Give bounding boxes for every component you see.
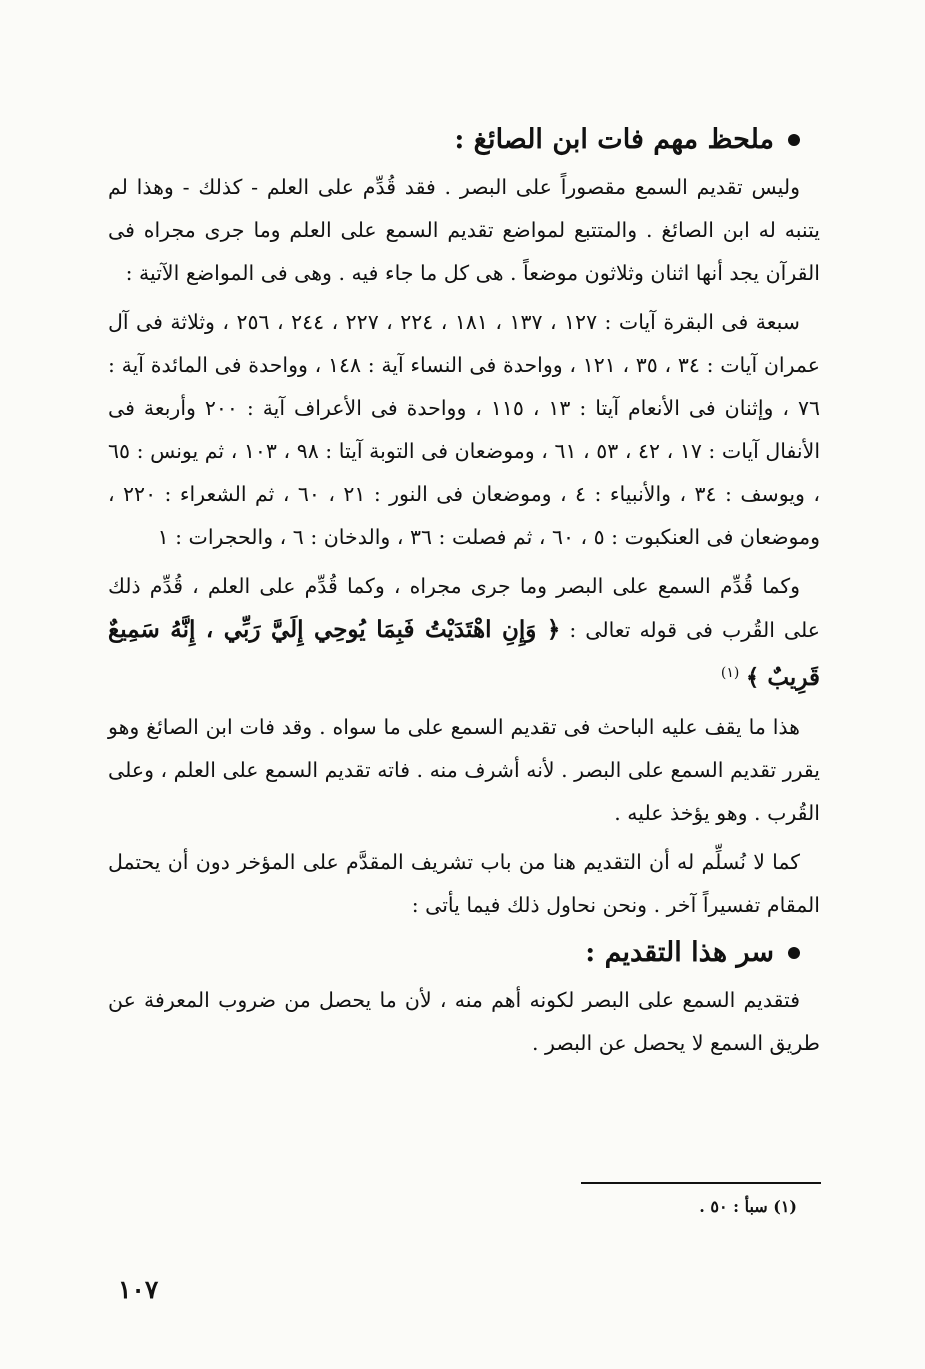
footnote-reference: (١) <box>720 665 740 681</box>
paragraph-6: فتقديم السمع على البصر لكونه أهم منه ، لأن ما يحصل من ضروب المعرفة عن طريق السمع لا يحصل عن البصر . <box>108 987 820 1055</box>
quran-verse: ﴿ وَإِنِ اهْتَدَيْتُ فَبِمَا يُوحِي إِلَيَّ رَبِّي ، إِنَّهُ سَمِيعٌ قَرِيبٌ ﴾ <box>108 616 820 691</box>
footnote-divider <box>581 1182 821 1184</box>
bullet-icon <box>788 947 800 959</box>
heading-text: ملحظ مهم فات ابن الصائغ : <box>454 124 774 155</box>
paragraph-1: وليس تقديم السمع مقصوراً على البصر . فقد قُدِّم على العلم - كذلك - وهذا لم يتنبه له ابن الصائغ . والمتتبع لمواضع تقديم السمع على العلم وما جرى مجراه فى القرآن يجد أنها اثنان وثلاثون موضعاً . هى كل ما جاء فيه . وهى فى المواضع الآتية : <box>108 175 820 285</box>
section-heading-1 <box>108 118 820 162</box>
paragraph-2: سبعة فى البقرة آيات : ١٢٧ ، ١٣٧ ، ١٨١ ، ٢٢٤ ، ٢٢٧ ، ٢٤٤ ، ٢٥٦ ، وثلاثة فى آل عمران آيات : ٣٤ ، ٣٥ ، ١٢١ ، وواحدة فى النساء آية : ١٤٨ ، وواحدة فى المائدة آية : ٧٦ ، وإثنان فى الأنعام آيتا : ١٣ ، ١١٥ ، وواحدة فى الأعراف آية : ٢٠٠ وأربعة فى الأنفال آيات : ١٧ ، ٤٢ ، ٥٣ ، ٦١ ، وموضعان فى التوبة آيتا : ٩٨ ، ١٠٣ ، ثم يونس : ٦٥ ، ويوسف : ٣٤ ، والأنبياء : ٤ ، وموضعان فى النور : ٢١ ، ٦٠ ، ثم الشعراء : ٢٢٠ ، وموضعان فى العنكبوت : ٥ ، ٦٠ ، ثم فصلت : ٣٦ ، والدخان : ٦ ، والحجرات : ١ <box>108 310 821 549</box>
section-heading-2 <box>108 931 820 975</box>
footnote: (١) سبأ : ٥٠ . <box>699 1197 797 1216</box>
paragraph-3 <box>108 565 820 700</box>
paragraph-5: كما لا نُسلِّم له أن التقديم هنا من باب تشريف المقدَّم على المؤخر دون أن يحتمل المقام تفسيراً آخر . ونحن نحاول ذلك فيما يأتى : <box>108 849 820 917</box>
paragraph-3-intro: وكما قُدِّم السمع على البصر وما جرى مجراه ، وكما قُدِّم على العلم ، قُدِّم ذلك على القُرب فى قوله تعالى : <box>108 574 820 642</box>
page-body <box>108 118 820 1065</box>
page-number: ١٠٧ <box>118 1275 159 1304</box>
paragraph-4: هذا ما يقف عليه الباحث فى تقديم السمع على ما سواه . وقد فات ابن الصائغ وهو يقرر تقديم السمع على البصر . لأنه أشرف منه . فاته تقديم السمع على العلم ، وعلى القُرب . وهو يؤخذ عليه . <box>108 714 820 825</box>
bullet-icon <box>788 134 800 146</box>
heading-text: سر هذا التقديم : <box>585 936 774 968</box>
